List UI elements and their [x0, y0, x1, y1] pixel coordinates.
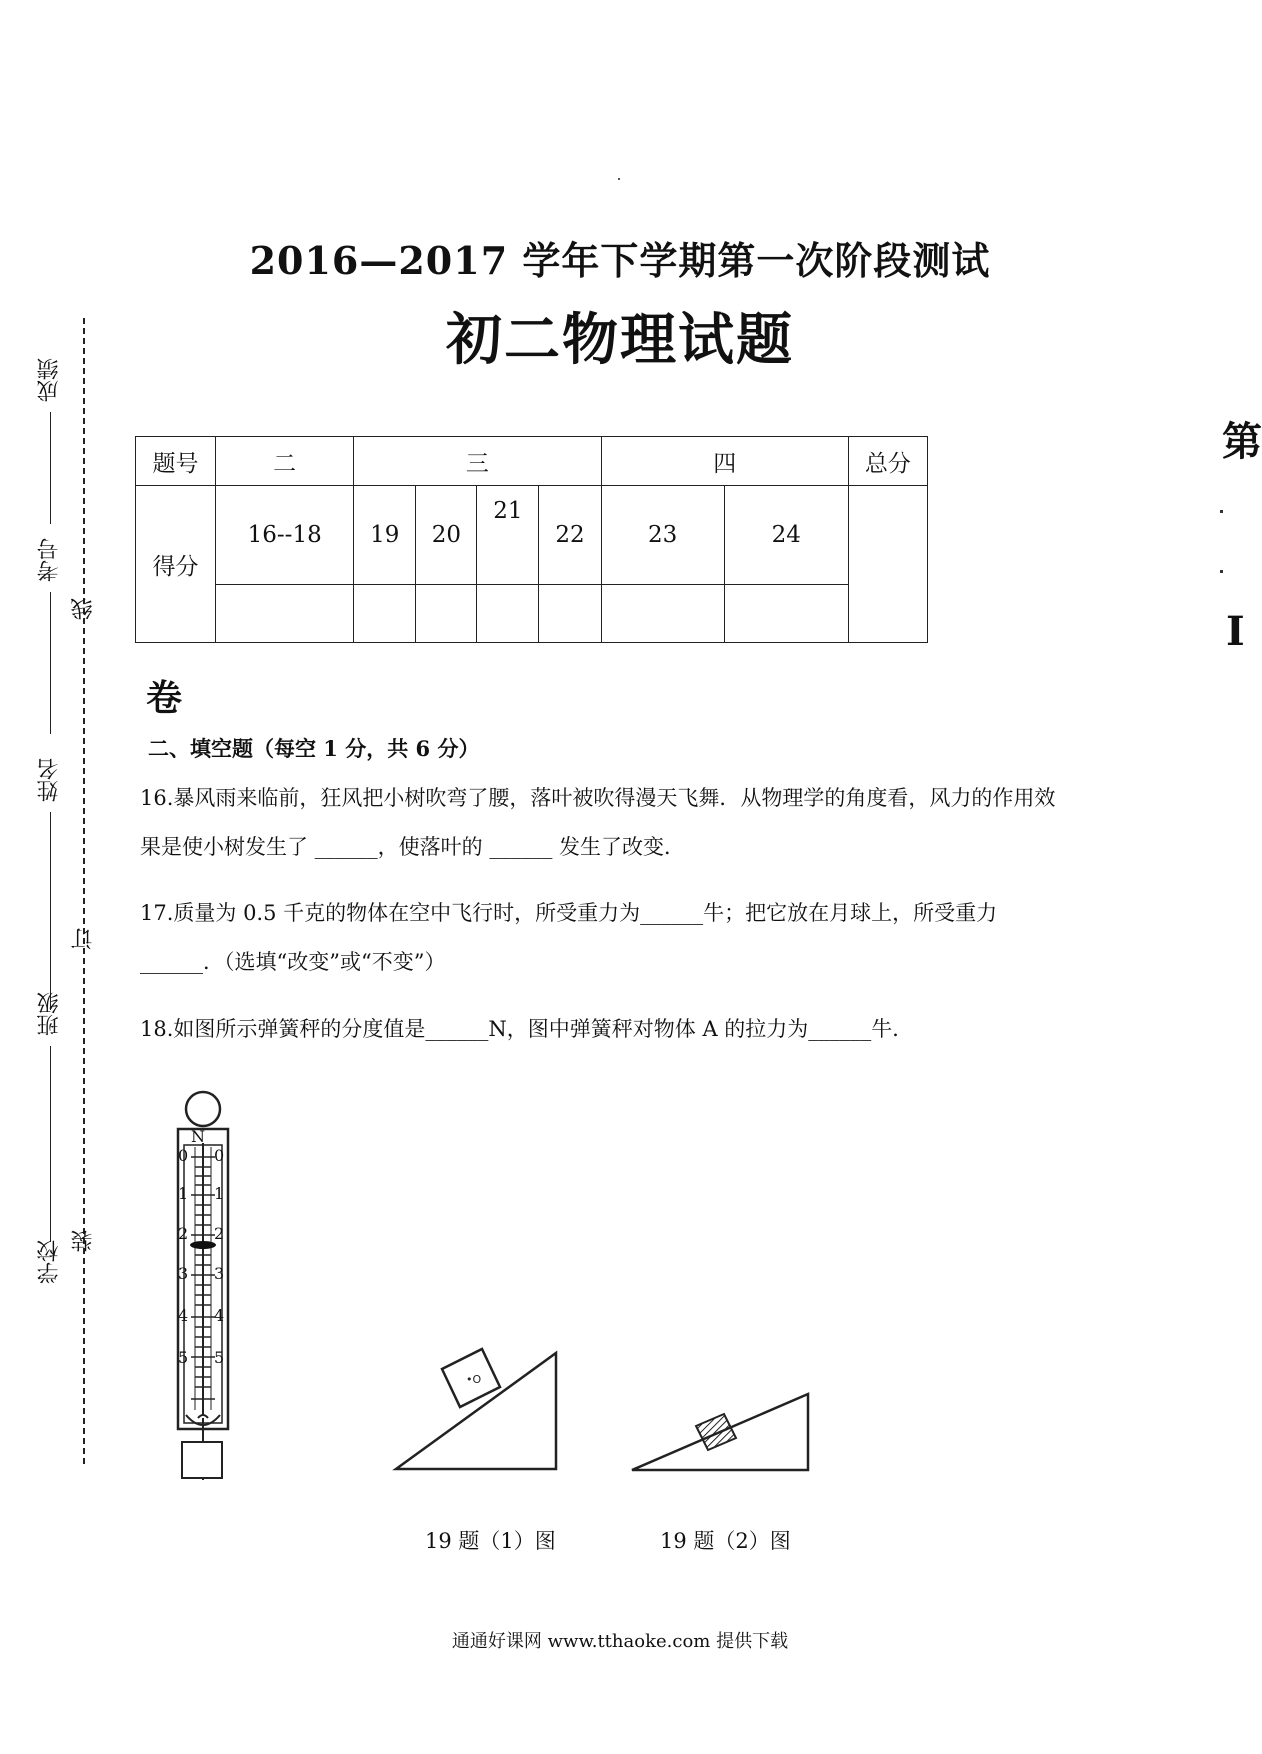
subcol-16-18: 16--18	[216, 486, 354, 584]
scale-tick-left: 3	[178, 1264, 189, 1283]
subcol-22: 22	[539, 486, 601, 584]
scale-tick-left: 2	[178, 1224, 189, 1243]
volume-char: 卷	[146, 677, 183, 719]
header-total: 总分	[848, 437, 927, 486]
label-exam-number: 考号	[37, 538, 62, 582]
label-name: 姓名	[37, 758, 62, 802]
svg-text:•O: •O	[466, 1373, 482, 1386]
edge-dot	[1220, 510, 1223, 513]
subcol-19: 19	[354, 486, 416, 584]
question-16-line-1: 16.暴风雨来临前，狂风把小树吹弯了腰，落叶被吹得漫天飞舞．从物理学的角度看，风力的作用效	[140, 786, 1056, 810]
incline-figure-2	[628, 1370, 813, 1480]
subcol-21: 21	[477, 486, 539, 584]
score-row-label: 得分	[136, 486, 216, 643]
header-question-number: 题号	[136, 437, 216, 486]
scale-unit-label: N	[191, 1127, 205, 1146]
score-table	[135, 436, 928, 643]
scale-tick-right: 2	[214, 1224, 225, 1243]
exam-title: 初二物理试题	[446, 307, 794, 373]
score-cell	[477, 584, 539, 642]
question-17-line-2: ______．（选填“改变”或“不变”）	[140, 950, 446, 974]
incline-figure-1	[390, 1335, 565, 1475]
cut-mark-line: 线	[71, 598, 96, 620]
subcol-20: 20	[416, 486, 477, 584]
header-section-2: 二	[216, 437, 354, 486]
figure-caption-1: 19 题（1）图	[425, 1529, 556, 1553]
scale-tick-right: 0	[214, 1146, 225, 1165]
score-cell	[601, 584, 724, 642]
score-cell	[216, 584, 354, 642]
question-17-line-1: 17.质量为 0.5 千克的物体在空中飞行时，所受重力为______牛；把它放在月球上，所受重力	[140, 901, 998, 925]
subcol-23: 23	[601, 486, 724, 584]
scale-tick-left: 0	[178, 1146, 189, 1165]
weight-block-figure	[178, 1410, 228, 1485]
exam-header: 2016—2017 学年下学期第一次阶段测试	[249, 238, 991, 283]
edge-fragment-1: 第	[1222, 418, 1262, 465]
scale-tick-right: 1	[214, 1184, 225, 1203]
section-heading: 二、填空题（每空 1 分，共 6 分）	[148, 736, 480, 761]
score-cell	[416, 584, 477, 642]
cut-mark-bind: 订	[71, 928, 96, 950]
header-section-4: 四	[601, 437, 848, 486]
header-section-3: 三	[354, 437, 601, 486]
scale-tick-left: 4	[178, 1306, 189, 1325]
label-score: 成绩	[37, 358, 62, 402]
blank-line	[50, 412, 51, 524]
scale-tick-left: 5	[178, 1348, 189, 1367]
scale-tick-right: 4	[214, 1306, 225, 1325]
question-16-line-2: 果是使小树发生了 ______，使落叶的 ______ 发生了改变．	[140, 835, 686, 859]
scale-tick-left: 1	[178, 1184, 189, 1203]
page-footer: 通通好课网 www.tthaoke.com 提供下载	[451, 1631, 789, 1652]
score-cell	[724, 584, 848, 642]
question-18-line-1: 18.如图所示弹簧秤的分度值是______N，图中弹簧秤对物体 A 的拉力为______牛．	[140, 1017, 914, 1041]
label-school: 学校	[37, 1240, 62, 1284]
label-class: 班级	[37, 992, 62, 1036]
binding-dashed-line	[83, 318, 85, 1464]
score-cell	[354, 584, 416, 642]
edge-fragment-2: I	[1226, 608, 1245, 655]
scale-tick-right: 5	[214, 1348, 225, 1367]
stray-dot	[618, 178, 620, 180]
edge-dot	[1220, 570, 1223, 573]
score-cell	[539, 584, 601, 642]
subcol-24: 24	[724, 486, 848, 584]
scale-tick-right: 3	[214, 1264, 225, 1283]
figure-caption-2: 19 题（2）图	[660, 1529, 791, 1553]
blank-line	[50, 1046, 51, 1242]
total-score-cell	[848, 486, 927, 643]
blank-line	[50, 592, 51, 734]
blank-line	[50, 812, 51, 1010]
cut-mark-staple: 装	[71, 1230, 96, 1252]
